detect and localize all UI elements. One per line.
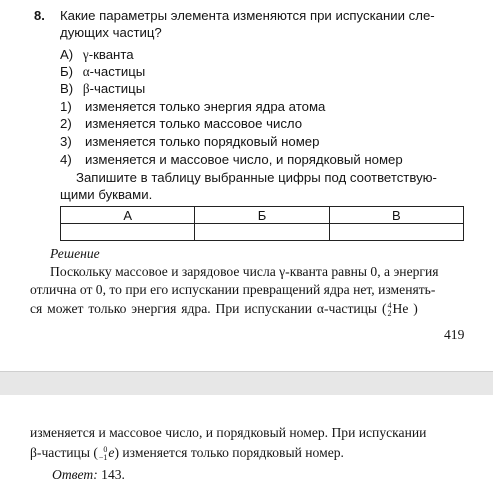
instruction-line2: щими буквами. [60, 187, 153, 202]
choice-number: 1) [60, 99, 72, 114]
answer-line [52, 466, 125, 483]
choice-text: изменяется только энергия ядра атома [85, 99, 326, 114]
solution-line4: изменяется и массовое число, и порядковый номер. При испускании [30, 425, 427, 440]
table-answer-cell[interactable] [61, 224, 195, 241]
option-symbol: γ [82, 47, 89, 62]
choice-text: изменяется только массовое число [85, 116, 303, 131]
option-c [60, 81, 145, 97]
helium-nuclide-indices [388, 302, 392, 318]
option-symbol: α [82, 64, 90, 79]
table-answer-cell[interactable] [329, 224, 463, 241]
option-text: -частицы [89, 64, 146, 79]
page-separator [0, 372, 493, 395]
option-a [60, 47, 134, 63]
choice-3 [60, 134, 320, 150]
solution-line1: Поскольку массовое и зарядовое числа γ-кванта равны 0, а энергия [50, 264, 439, 279]
solution-line3-close: ) [413, 301, 418, 316]
solution-line5-rest: ) изменяется только порядковый номер. [114, 445, 344, 460]
choice-text: изменяется и массовое число, и порядковый номер [85, 152, 403, 167]
solution-line3-text: ся может только энергия ядра. При испускании α-частицы ( [30, 301, 387, 316]
helium-mass-number: 4 [387, 300, 392, 310]
solution-heading: Решение [50, 246, 100, 261]
choice-number: 3) [60, 134, 72, 149]
choice-2 [60, 116, 303, 132]
electron-symbol: e [108, 445, 115, 460]
option-text: -частицы [89, 81, 146, 96]
option-letter: Б) [60, 64, 74, 79]
table-answer-cell[interactable] [195, 224, 329, 241]
question-text-line2: дующих частиц? [60, 25, 162, 40]
helium-charge-number: 2 [387, 308, 392, 318]
choice-number: 4) [60, 152, 72, 167]
choice-4 [60, 152, 403, 168]
answer-label: Ответ: [52, 467, 98, 482]
solution-line3 [30, 300, 418, 318]
option-symbol: β [82, 81, 90, 96]
solution-line5 [30, 444, 344, 462]
answer-value: 143. [101, 467, 125, 482]
choice-1 [60, 99, 326, 115]
table-header-cell: В [329, 207, 463, 224]
question-text-line1: Какие параметры элемента изменяются при испускании сле- [60, 8, 435, 23]
answer-table [60, 206, 464, 241]
solution-line5-text: β-частицы ( [30, 445, 98, 460]
option-letter: А) [60, 47, 74, 62]
page-number: 419 [444, 327, 465, 342]
table-header-row [61, 207, 464, 224]
electron-charge-number: −1 [98, 452, 108, 462]
question-number: 8. [34, 8, 45, 23]
electron-nuclide-indices [99, 446, 108, 462]
electron-mass-number: 0 [103, 444, 108, 454]
instruction-line1: Запишите в таблицу выбранные цифры под соответствую- [76, 170, 437, 185]
table-header-cell: Б [195, 207, 329, 224]
option-letter: В) [60, 81, 74, 96]
helium-symbol: He [392, 301, 409, 316]
solution-line2: отлична от 0, то при его испускании превращений ядра нет, изменять- [30, 282, 436, 297]
table-header-cell: А [61, 207, 195, 224]
table-answer-row [61, 224, 464, 241]
choice-text: изменяется только порядковый номер [85, 134, 320, 149]
option-text: -кванта [88, 47, 134, 62]
option-b [60, 64, 145, 80]
choice-number: 2) [60, 116, 72, 131]
